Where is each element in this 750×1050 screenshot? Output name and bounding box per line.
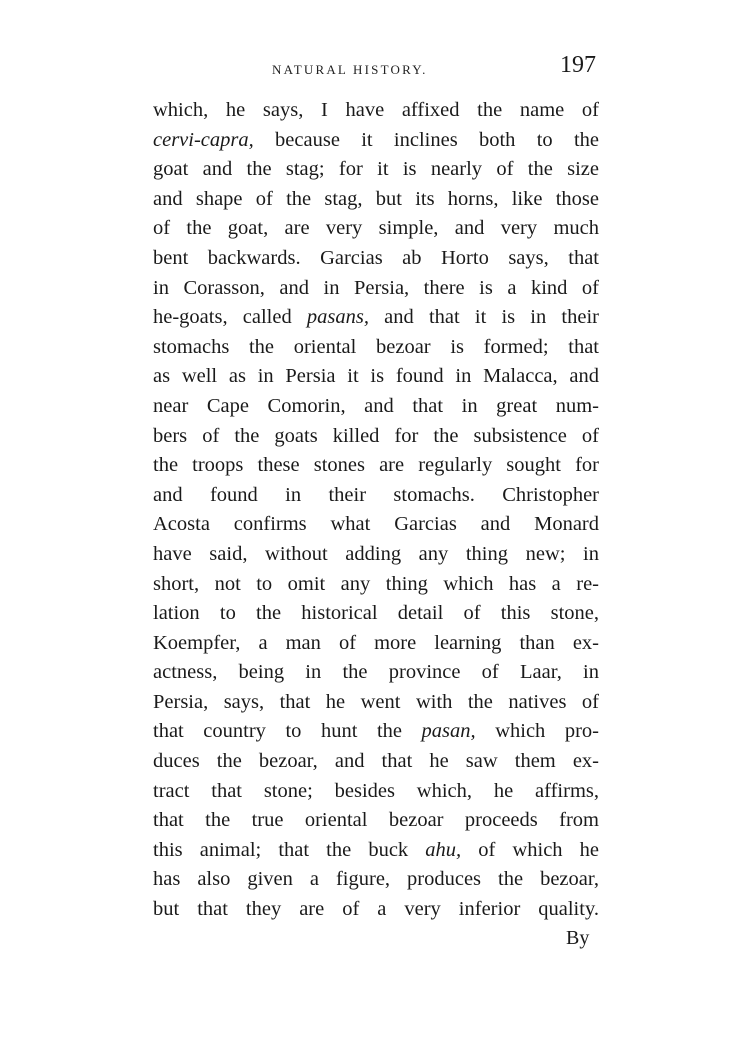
text-line: [153, 806, 599, 836]
text-run: actness, being in the province of Laar, in: [153, 661, 599, 684]
italic-term: pasan,: [421, 720, 476, 743]
text-line: [153, 895, 599, 925]
text-line: [153, 510, 599, 540]
text-line: [153, 688, 599, 718]
text-line: [153, 274, 599, 304]
text-run: but that they are of a very inferior quality.: [153, 898, 599, 921]
text-line: [153, 96, 599, 126]
text-line: [153, 155, 599, 185]
text-run: Acosta confirms what Garcias and Monard: [153, 513, 599, 536]
text-run: lation to the historical detail of this stone,: [153, 602, 599, 625]
text-run: have said, without adding any thing new; in: [153, 542, 599, 565]
text-line: [153, 836, 599, 866]
text-run: as well as in Persia it is found in Malacca, and: [153, 365, 599, 388]
text-line: [153, 717, 599, 747]
text-run: this animal; that the buck: [153, 838, 426, 861]
page-number: 197: [560, 52, 596, 78]
text-run: Persia, says, that he went with the natives of: [153, 690, 599, 713]
body-text: [153, 96, 599, 925]
text-line: [153, 599, 599, 629]
text-run: Koempfer, a man of more learning than ex-: [153, 631, 599, 654]
text-line: [153, 658, 599, 688]
text-line: [153, 244, 599, 274]
text-run: goat and the stag; for it is nearly of the size: [153, 158, 599, 181]
text-run: because it inclines both to the: [253, 128, 599, 151]
text-line: [153, 540, 599, 570]
text-line: [153, 362, 599, 392]
text-line: [153, 777, 599, 807]
text-line: [153, 747, 599, 777]
text-run: which, he says, I have affixed the name of: [153, 99, 599, 121]
text-run: and found in their stomachs. Christopher: [153, 483, 599, 506]
text-run: that country to hunt the: [153, 720, 422, 743]
text-run: he-goats, called: [153, 306, 307, 329]
text-line: [153, 303, 599, 333]
text-run: stomachs the oriental bezoar is formed; that: [153, 335, 599, 358]
text-run: has also given a figure, produces the bezoar,: [153, 868, 599, 891]
italic-term: ahu,: [425, 838, 462, 861]
text-line: [153, 629, 599, 659]
text-run: short, not to omit any thing which has a re-: [153, 572, 599, 595]
italic-term: pasans,: [306, 306, 369, 329]
catchword: By: [566, 927, 590, 949]
text-line: [153, 570, 599, 600]
text-run: and that it is in their: [368, 306, 599, 329]
text-run: which pro-: [475, 720, 599, 743]
text-run: in Corasson, and in Persia, there is a kind of: [153, 276, 599, 299]
text-run: that the true oriental bezoar proceeds from: [153, 809, 599, 832]
text-run: duces the bezoar, and that he saw them ex-: [153, 750, 599, 773]
italic-term: cervi-capra,: [153, 128, 254, 151]
text-line: [153, 481, 599, 511]
text-run: the troops these stones are regularly sought for: [153, 454, 599, 477]
running-head: NATURAL HISTORY.: [272, 62, 428, 77]
text-line: [153, 865, 599, 895]
text-line: [153, 392, 599, 422]
text-run: bent backwards. Garcias ab Horto says, that: [153, 246, 599, 269]
text-run: of which he: [461, 838, 599, 861]
text-run: near Cape Comorin, and that in great num-: [153, 394, 599, 417]
text-run: and shape of the stag, but its horns, like those: [153, 187, 599, 210]
text-line: [153, 422, 599, 452]
text-line: [153, 333, 599, 363]
text-line: [153, 214, 599, 244]
text-run: of the goat, are very simple, and very much: [153, 217, 599, 240]
text-run: tract that stone; besides which, he affirms,: [153, 779, 599, 802]
text-run: bers of the goats killed for the subsistence of: [153, 424, 599, 447]
text-line: [153, 185, 599, 215]
text-line: [153, 126, 599, 156]
text-line: [153, 451, 599, 481]
